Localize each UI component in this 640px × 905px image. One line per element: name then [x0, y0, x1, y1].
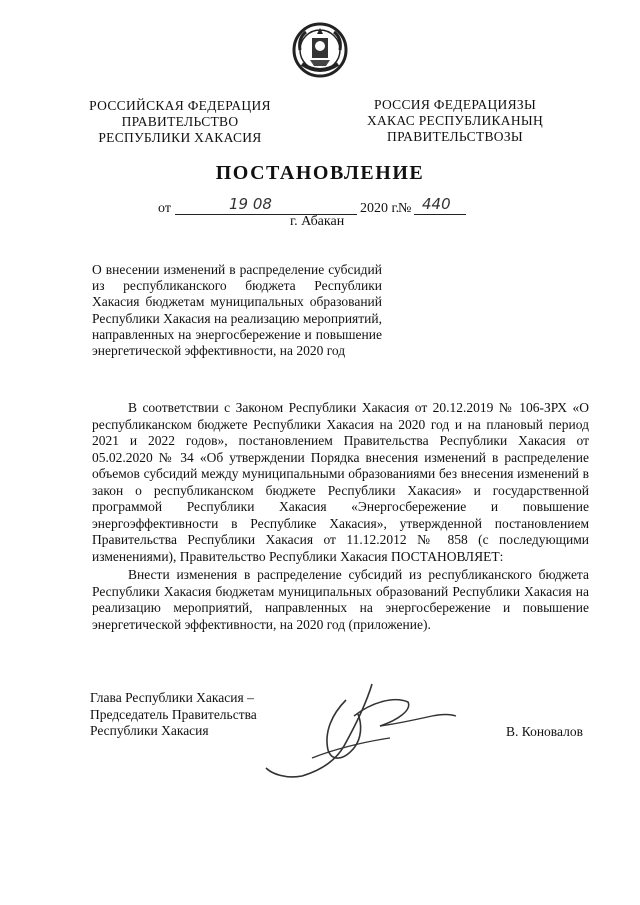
- signer-position-line: Республики Хакасия: [90, 723, 209, 738]
- header-left-line: ПРАВИТЕЛЬСТВО: [121, 114, 239, 129]
- document-body: [92, 400, 589, 633]
- header-left: [80, 98, 280, 146]
- signer-position: [90, 690, 257, 740]
- signer-position-line: Председатель Правительства: [90, 706, 257, 722]
- document-subject: О внесении изменений в распределение субсидий из республиканского бюджета Республики Хакасия бюджетам муниципальных образований Республики Хакасия на реализацию мероприятий, направленных на энергосбережение и повышение энергетической эффективности, на 2020 год: [92, 262, 382, 359]
- signer-name: В. Коновалов: [506, 724, 583, 739]
- body-paragraph: Внести изменения в распределение субсидий из республиканского бюджета Республики Хакасия бюджетам муниципальных образований Республики Хакасия на реализацию мероприятий, направленных на энергосбережение и повышение энергетической эффективности, на 2020 год (приложение).: [92, 567, 589, 632]
- header-right-line: ХАКАС РЕСПУБЛИКАНЫҢ: [366, 113, 544, 128]
- header-right: [350, 97, 560, 145]
- header-left-line: РЕСПУБЛИКИ ХАКАСИЯ: [98, 130, 262, 145]
- emblem-icon: [290, 20, 350, 80]
- signer-position-line: Глава Республики Хакасия –: [90, 690, 254, 705]
- number-sign: №: [398, 201, 412, 216]
- handwritten-number: 440: [422, 195, 451, 213]
- header-right-line: РОССИЯ ФЕДЕРАЦИЯЗЫ: [373, 97, 537, 112]
- header-right-line: ПРАВИТЕЛЬСТВОЗЫ: [387, 129, 523, 144]
- header-left-line: РОССИЙСКАЯ ФЕДЕРАЦИЯ: [89, 98, 271, 113]
- date-prefix: от: [158, 201, 171, 216]
- handwritten-signature: [262, 680, 462, 780]
- body-paragraph: В соответствии с Законом Республики Хакасия от 20.12.2019 № 106-ЗРХ «О республиканском бюджете Республики Хакасия на 2020 год и на плановый период 2021 и 2022 годов», постановлением Правительства Республики Хакасия от 05.02.2020 № 34 «Об утверждении Порядка внесения изменений в распределение объемов субсидий между муниципальными образованиями без внесения изменений в закон о республиканском бюджете Республики Хакасия» и государственной программой Республики Хакасия «Энергосбережение и повышение энергоэффективности в Республике Хакасия», утвержденной постановлением Правительства Республики Хакасия от 11.12.2012 № 858 (с последующими изменениями), Правительство Республики Хакасия ПОСТАНОВЛЯЕТ:: [92, 400, 589, 564]
- document-title: ПОСТАНОВЛЕНИЕ: [215, 162, 425, 184]
- handwritten-date: 19 08: [229, 195, 272, 213]
- date-year: 2020 г.: [360, 201, 400, 216]
- city: г. Абакан: [290, 214, 345, 229]
